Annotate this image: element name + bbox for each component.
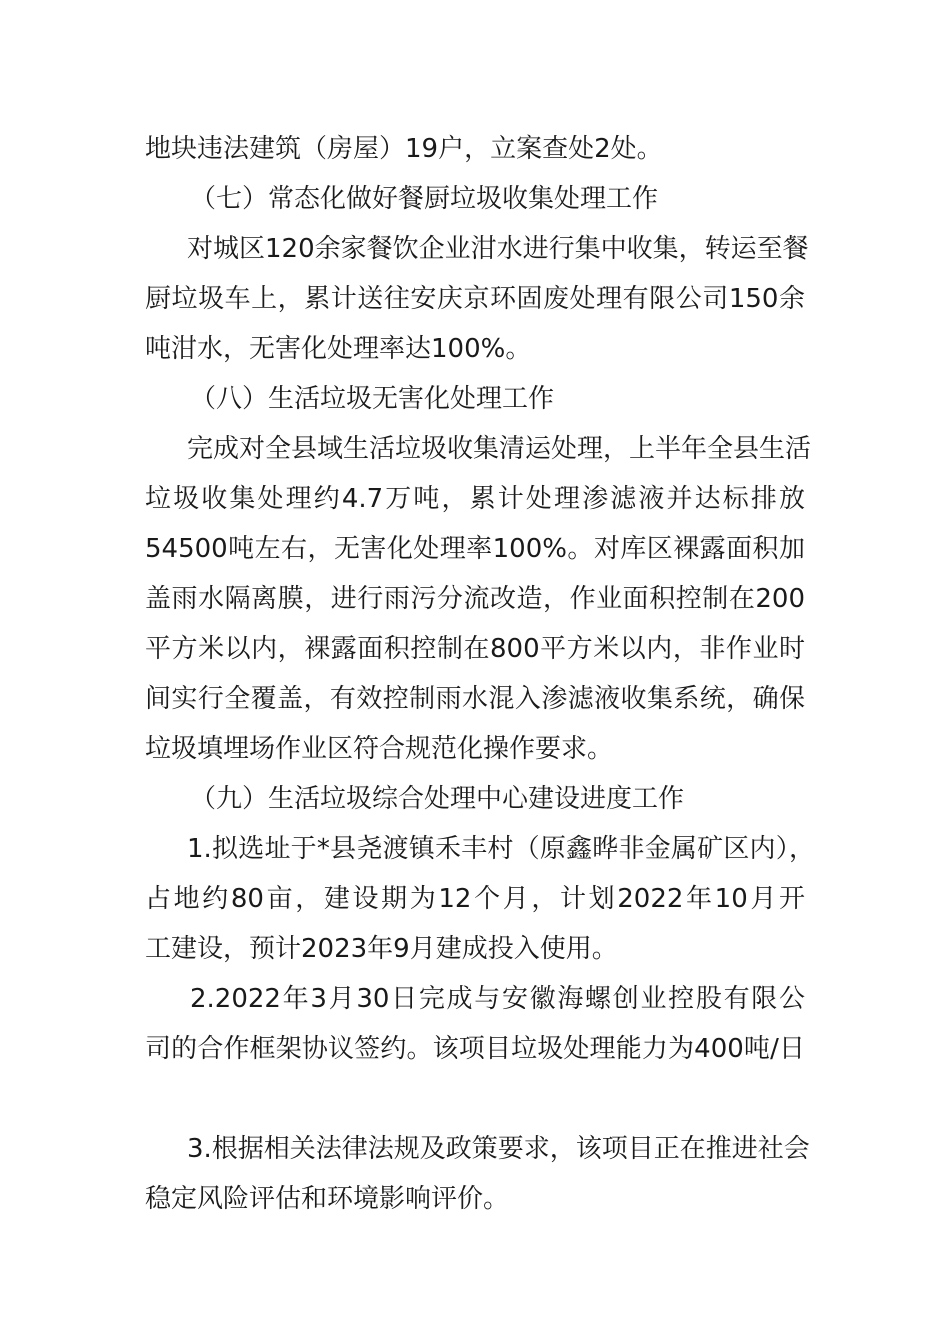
- paragraph-line: 2.2022年3月30日完成与安徽海螺创业控股有限公: [190, 984, 805, 1014]
- paragraph-line: 占地约80亩，建设期为12个月，计划2022年10月开: [145, 884, 805, 914]
- section-heading-9: （九）生活垃圾综合处理中心建设进度工作: [190, 784, 685, 814]
- paragraph-line: 垃圾收集处理约4.7万吨，累计处理渗滤液并达标排放: [145, 484, 805, 514]
- paragraph-line: 吨泔水，无害化处理率达100%。: [145, 334, 532, 364]
- section-heading-7: （七）常态化做好餐厨垃圾收集处理工作: [190, 184, 659, 214]
- paragraph-line: 3.根据相关法律法规及政策要求，该项目正在推进社会: [187, 1134, 810, 1164]
- paragraph-line: 1.拟选址于*县尧渡镇禾丰村（原鑫晔非金属矿区内），: [187, 834, 815, 864]
- paragraph-line: 完成对全县域生活垃圾收集清运处理，上半年全县生活: [187, 434, 812, 464]
- paragraph-line: 垃圾填埋场作业区符合规范化操作要求。: [145, 734, 614, 764]
- paragraph-line: 稳定风险评估和环境影响评价。: [145, 1184, 510, 1214]
- paragraph-line: 54500吨左右，无害化处理率100%。对库区裸露面积加: [145, 534, 805, 564]
- section-heading-8: （八）生活垃圾无害化处理工作: [190, 384, 555, 414]
- paragraph-line: 盖雨水隔离膜，进行雨污分流改造，作业面积控制在200: [145, 584, 805, 614]
- paragraph-line: 间实行全覆盖，有效控制雨水混入渗滤液收集系统，确保: [145, 684, 805, 714]
- paragraph-line: 对城区120余家餐饮企业泔水进行集中收集，转运至餐: [187, 234, 809, 264]
- paragraph-line: 厨垃圾车上，累计送往安庆京环固废处理有限公司150余: [145, 284, 805, 314]
- paragraph-line: 平方米以内，裸露面积控制在800平方米以内，非作业时: [145, 634, 805, 664]
- body-line: 地块违法建筑（房屋）19户，立案查处2处。: [145, 134, 663, 164]
- paragraph-line: 司的合作框架协议签约。该项目垃圾处理能力为400吨/日: [145, 1034, 805, 1064]
- paragraph-line: 工建设，预计2023年9月建成投入使用。: [145, 934, 618, 964]
